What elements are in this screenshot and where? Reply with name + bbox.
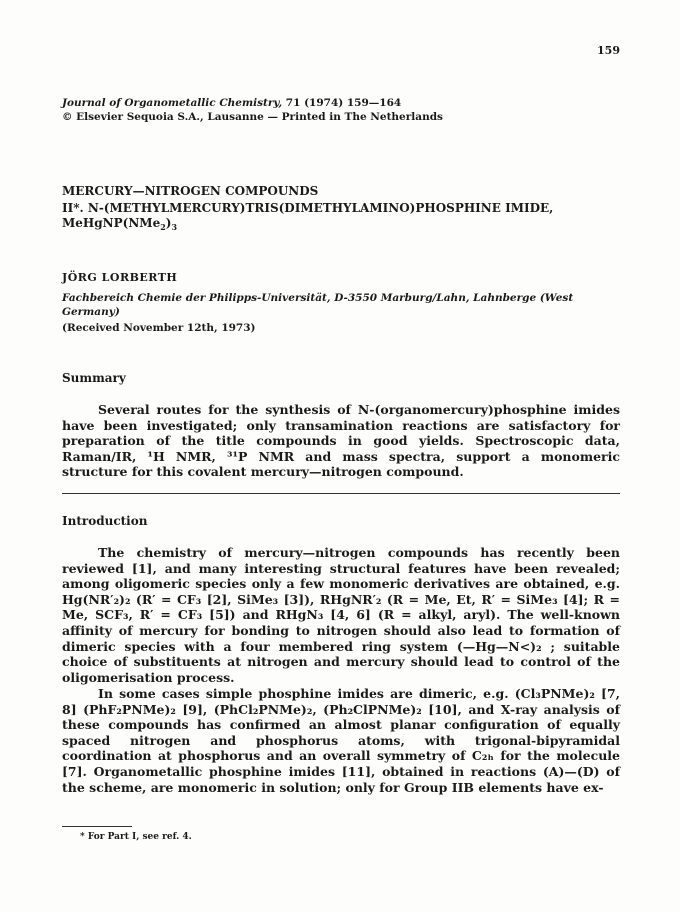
formula-subscript-2: 3 bbox=[171, 222, 178, 232]
footnote: * For Part I, see ref. 4. bbox=[80, 832, 192, 842]
summary-text: Several routes for the synthesis of N-(organomercury)phosphine imides have been investigated; only transamination reactions are satisfactory for preparation of the title compounds in good yields. Spectroscopic data, Raman/IR, ¹H NMR, ³¹P NMR and mass spectra, support a monomeric structure for this covalent mercury—nitrogen compound. bbox=[62, 402, 620, 480]
author-affiliation: Fachbereich Chemie der Philipps-Universität, D-3550 Marburg/Lahn, Lahnberge (West Germany) bbox=[62, 292, 574, 318]
author-name: JÖRG LORBERTH bbox=[62, 271, 178, 284]
article-title bbox=[62, 184, 622, 235]
section-divider bbox=[62, 493, 620, 494]
received-date: (Received November 12th, 1973) bbox=[62, 322, 256, 334]
formula-subscript-1: 2 bbox=[160, 222, 166, 232]
intro-para1-text: The chemistry of mercury—nitrogen compounds has recently been reviewed [1], and many interesting structural features have been revealed; among oligomeric species only a few monomeric derivatives are obtained, e.g. Hg(NR′₂)₂ (R′ = CF₃ [2], SiMe₃ [3]), RHgNR′₂ (R = Me, Et, R′ = SiMe₃ [4]; R = Me, SCF₃, R′ = CF₃ [5]) and RHgN₃ [4, 6] (R = alkyl, aryl). The well-known affinity of mercury for bonding to nitrogen should also lead to formation of dimeric species with a four membered ring system (—Hg—N<)₂ ; suitable choice of substituents at nitrogen and mercury should lead to control of the oligomerisation process. bbox=[62, 545, 620, 685]
summary-heading: Summary bbox=[62, 371, 126, 385]
intro-para2-text: In some cases simple phosphine imides are dimeric, e.g. (Cl₃PNMe)₂ [7, 8] (PhF₂PNMe)₂ [9], (PhCl₂PNMe)₂, (Ph₂ClPNMe)₂ [10], and X-ray analysis of these compounds has confirmed an almost planar configuration of equally spaced nitrogen and phosphorus atoms, with trigonal-bipyramidal coordination at phosphorus and an overall symmetry of C₂ₕ for the molecule [7]. Organometallic phosphine imides [11], obtained in reactions (A)—(D) of the scheme, are monomeric in solution; only for Group IIB elements have ex- bbox=[62, 686, 620, 795]
title-formula bbox=[62, 216, 622, 235]
footnote-rule bbox=[62, 826, 132, 827]
article-subtitle: II*. N-(METHYLMERCURY)TRIS(DIMETHYLAMINO)PHOSPHINE IMIDE, bbox=[62, 201, 554, 215]
series-title: MERCURY—NITROGEN COMPOUNDS bbox=[62, 184, 319, 198]
journal-volume: 71 (1974) 159—164 bbox=[282, 97, 402, 109]
introduction-paragraph-2 bbox=[62, 686, 620, 795]
journal-line-1 bbox=[62, 96, 443, 110]
formula-main: MeHgNP(NMe bbox=[62, 216, 161, 230]
journal-citation bbox=[62, 96, 443, 124]
page-number: 159 bbox=[597, 44, 620, 57]
formula-paren: ) bbox=[165, 216, 172, 230]
summary-paragraph bbox=[62, 402, 620, 480]
journal-name: Journal of Organometallic Chemistry, bbox=[62, 97, 283, 109]
introduction-paragraph-1 bbox=[62, 545, 620, 685]
journal-publisher: © Elsevier Sequoia S.A., Lausanne — Printed in The Netherlands bbox=[62, 111, 443, 123]
introduction-heading: Introduction bbox=[62, 514, 148, 528]
